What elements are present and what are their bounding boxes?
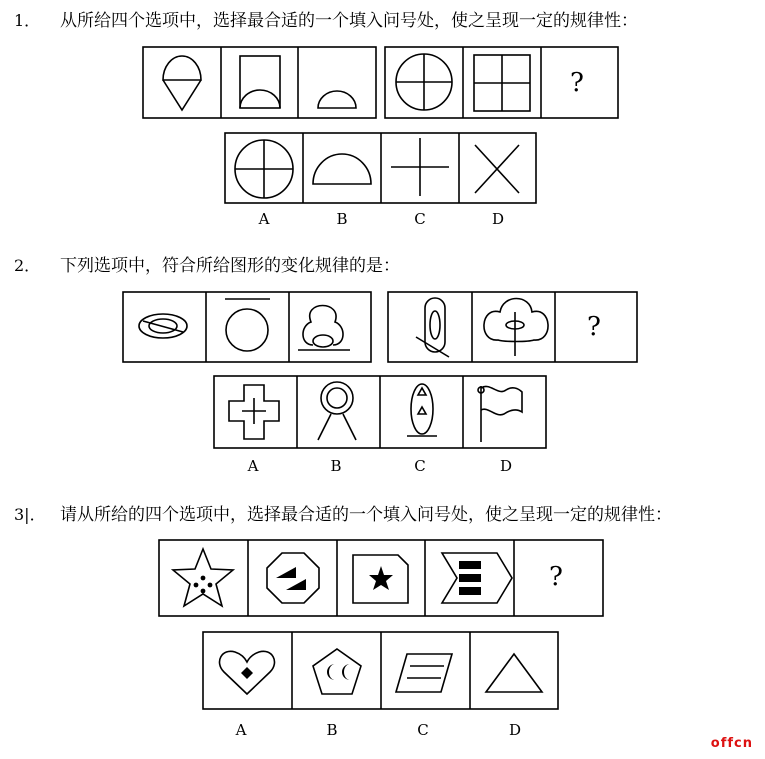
q3-option-d-fig xyxy=(486,654,542,692)
q1-option-a[interactable]: A xyxy=(258,210,270,228)
q3-option-b-fig xyxy=(313,649,361,694)
q2-option-c-fig xyxy=(407,384,437,436)
q1-fig-ice-cream xyxy=(163,56,201,110)
q2-option-a-fig xyxy=(229,385,279,439)
q3-fig-arrow-bars xyxy=(442,553,512,603)
q2-option-b[interactable]: B xyxy=(330,457,342,475)
q1-fig-semicircle xyxy=(318,91,356,108)
q1-blank: ? xyxy=(570,68,584,98)
q1-fig-circle-cross xyxy=(396,54,452,110)
q2-option-d-fig xyxy=(478,386,522,442)
q2-option-c[interactable]: C xyxy=(414,457,426,475)
q3-option-b[interactable]: B xyxy=(326,721,338,739)
q1-option-c-fig xyxy=(391,138,449,196)
q1-option-b-fig xyxy=(313,154,371,184)
q2-fig-circle-bar xyxy=(225,299,270,351)
q3-option-d[interactable]: D xyxy=(508,721,522,739)
q2-fig-ghost xyxy=(298,306,350,351)
q1-options-row xyxy=(225,133,536,203)
q2-question-row xyxy=(123,292,637,362)
q2-number: 2． xyxy=(14,256,41,275)
q1-option-b[interactable]: B xyxy=(336,210,348,228)
q2-fig-rings xyxy=(139,314,187,338)
q3-fig-square-star xyxy=(353,555,408,603)
q1-option-c[interactable]: C xyxy=(414,210,426,228)
q1-option-a-fig xyxy=(235,140,293,198)
q3-option-c-fig xyxy=(396,654,452,692)
q2-option-d[interactable]: D xyxy=(499,457,513,475)
q1-fig-rect-arc xyxy=(240,56,280,108)
q3-options-row xyxy=(203,632,558,709)
q1-question-row xyxy=(143,47,618,118)
q3-option-a[interactable]: A xyxy=(235,721,247,739)
q2-blank: ? xyxy=(587,312,601,342)
q3-option-c[interactable]: C xyxy=(417,721,429,739)
q2-option-a[interactable]: A xyxy=(247,457,259,475)
q3-blank: ? xyxy=(549,562,563,592)
q1-option-d[interactable]: D xyxy=(491,210,505,228)
q2-fig-capsule xyxy=(416,298,449,357)
q3-option-a-fig xyxy=(220,651,275,694)
q2-option-b-fig xyxy=(318,382,356,440)
q3-number: 3|． xyxy=(14,505,46,524)
q3-prompt: 请从所给的四个选项中，选择最合适的一个填入问号处，使之呈现一定的规律性： xyxy=(60,505,672,525)
q1-prompt: 从所给四个选项中，选择最合适的一个填入问号处，使之呈现一定的规律性： xyxy=(60,11,638,31)
q1-number: 1． xyxy=(14,11,41,30)
q2-options-row xyxy=(214,376,546,448)
q3-fig-star-dots xyxy=(173,549,233,606)
q3-question-row xyxy=(159,540,603,616)
watermark: offcn xyxy=(710,736,753,751)
q1-fig-grid-square xyxy=(474,55,530,111)
q3-fig-octagon xyxy=(267,553,319,603)
q2-fig-clover xyxy=(484,299,548,357)
q1-option-d-fig xyxy=(475,145,519,193)
q2-prompt: 下列选项中，符合所给图形的变化规律的是： xyxy=(60,256,400,276)
